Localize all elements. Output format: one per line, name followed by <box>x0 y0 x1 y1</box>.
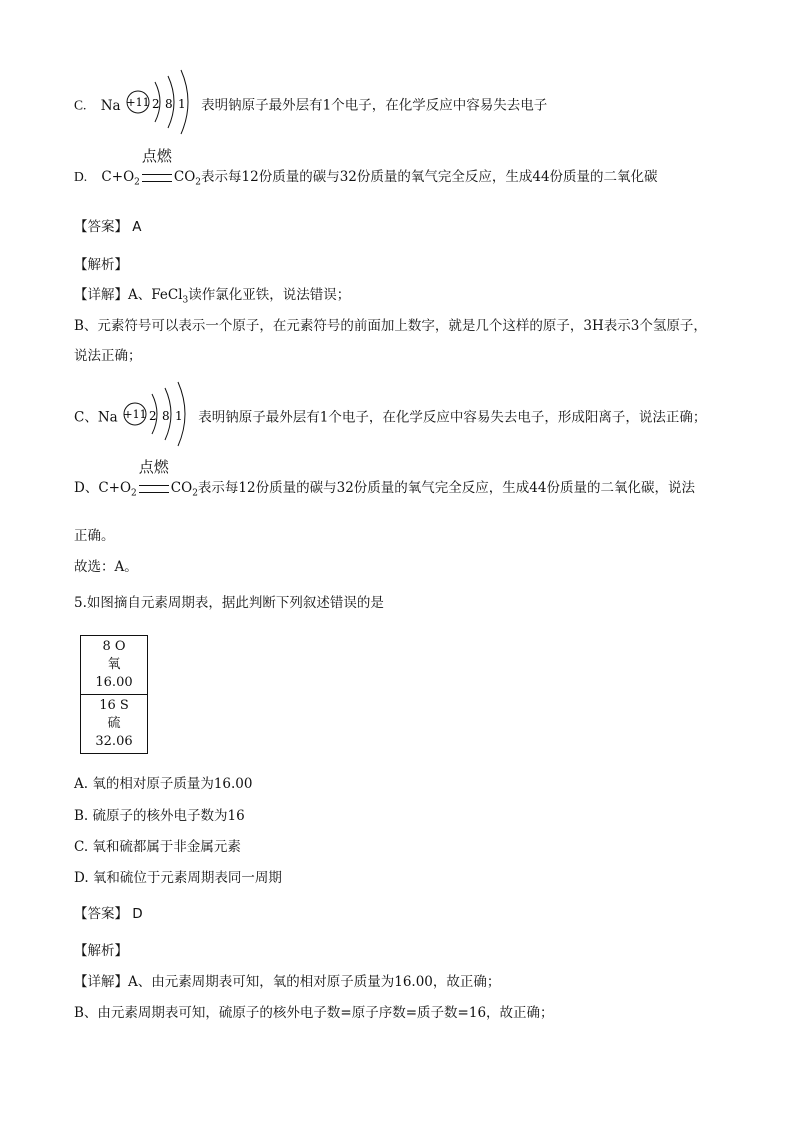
element-cell-oxygen: 8 O 氧 16.00 <box>95 639 133 690</box>
atomic-structure-diagram <box>125 92 197 120</box>
q5-option-a: A. 氧的相对原子质量为16.00 <box>74 776 253 792</box>
option-label: C. <box>74 97 87 113</box>
q5-answer: 【答案】 D <box>74 906 143 922</box>
atomic-structure-diagram <box>122 404 194 432</box>
reactants: $C+O_2$ <box>101 169 140 188</box>
q4-analysis-heading: 【解析】 <box>74 257 128 273</box>
answer-value: A <box>132 219 142 235</box>
q5-detail-b: B、由元素周期表可知，硫原子的核外电子数=原子序数=质子数=16，故正确； <box>74 1005 554 1021</box>
shell-1-electrons: 2 <box>151 97 160 111</box>
reaction-condition: 点燃 <box>141 147 172 165</box>
q4-detail-c: C、Na +11 2 8 1 表明钠原子最外层有1个电子，在化学反应中容易失去电子，形成阳离子，说法正确； <box>74 404 706 432</box>
q4-option-c <box>74 92 547 120</box>
reaction-arrow <box>141 147 172 187</box>
q4-detail-b-line2: 说法正确； <box>74 348 142 364</box>
q4-detail-d-line2: 正确。 <box>74 528 115 544</box>
q5-option-b: B. 硫原子的核外电子数为16 <box>74 808 245 824</box>
shell-3-electrons: 1 <box>177 97 186 111</box>
q5-stem: 5.如图摘自元素周期表，据此判断下列叙述错误的是 <box>74 595 384 611</box>
element-cell-sulfur: 16 S 硫 32.06 <box>81 694 147 753</box>
option-text: 表示每12份质量的碳与32份质量的氧气完全反应，生成44份质量的二氧化碳 <box>201 169 658 185</box>
svg-text:8: 8 <box>162 409 170 423</box>
q4-detail-a: 【详解】A、FeCl$_3$读作氯化亚铁，说法错误； <box>74 287 351 306</box>
q4-option-d <box>74 147 658 193</box>
svg-text:2: 2 <box>149 409 157 423</box>
q5-option-d: D. 氧和硫位于元素周期表同一周期 <box>74 870 282 886</box>
element-symbol: Na <box>100 97 121 114</box>
option-label: D. <box>74 169 88 184</box>
reaction-arrow: 点燃 <box>139 478 169 498</box>
q5-option-c: C. 氧和硫都属于非金属元素 <box>74 839 241 855</box>
answer-value: D <box>132 906 143 922</box>
q4-choice: 故选：A。 <box>74 559 138 575</box>
q5-detail-a: 【详解】A、由元素周期表可知，氧的相对原子质量为16.00，故正确； <box>74 974 501 990</box>
q4-detail-b-line1: B、元素符号可以表示一个原子，在元素符号的前面加上数字，就是几个这样的原子，3H表示3个氢原子， <box>74 318 707 334</box>
option-text: 表明钠原子最外层有1个电子，在化学反应中容易失去电子 <box>201 97 548 114</box>
shell-2-electrons: 8 <box>164 97 173 111</box>
products: $CO_2$ <box>173 169 202 188</box>
periodic-table-excerpt <box>80 635 148 754</box>
q4-answer: 【答案】 A <box>74 219 142 235</box>
svg-text:1: 1 <box>175 409 183 423</box>
svg-text:+11: +11 <box>123 408 147 421</box>
nucleus-charge: +11 <box>126 96 150 109</box>
q5-analysis-heading: 【解析】 <box>74 943 128 959</box>
q4-detail-d-line1: D、$C+O_2$ 点燃 $CO_2$表示每12份质量的碳与32份质量的氧气完全反应，生成44份质量的二氧化碳，说法 <box>74 458 695 499</box>
